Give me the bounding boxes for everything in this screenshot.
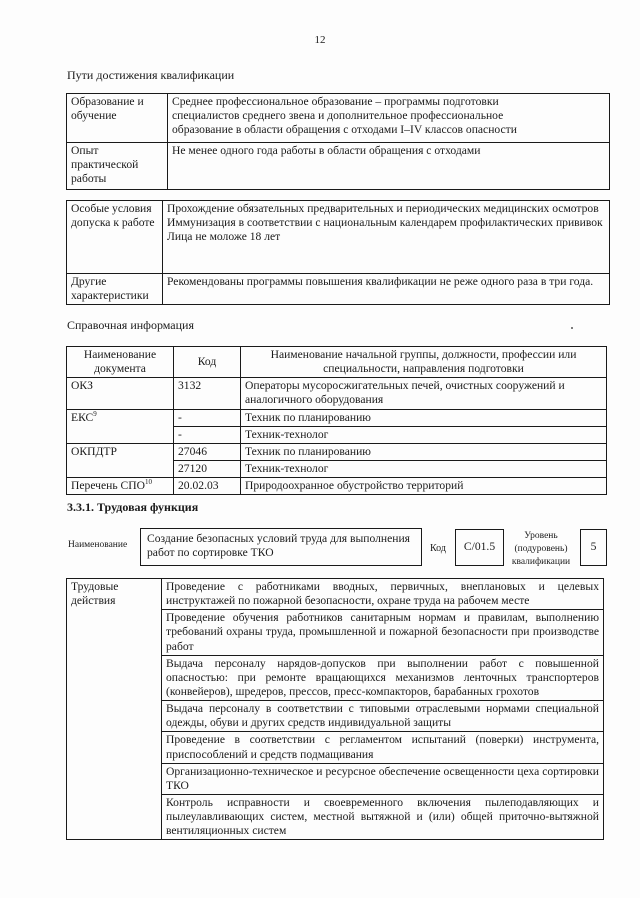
education-value (168, 94, 610, 143)
code-cell: - (174, 426, 241, 443)
education-line: специалистов среднего звена и дополнительное профессиональное (172, 109, 504, 123)
footnote-ref: 10 (145, 478, 153, 487)
doc-cell: ОКЗ (67, 378, 174, 409)
page-number: 12 (314, 34, 326, 46)
table-row (67, 409, 607, 426)
labor-function-heading: 3.3.1. Трудовая функция (67, 500, 199, 514)
level-label: Уровень (подуровень) квалификации (511, 531, 571, 567)
qualification-paths-table (66, 93, 610, 190)
code-label: Код (430, 543, 446, 554)
table-header-row (67, 347, 607, 378)
other-characteristics-label: Другие характеристики (67, 274, 163, 305)
labor-actions-label: Трудовые действия (67, 579, 162, 840)
education-label: Образование и обучение (67, 94, 168, 143)
footnote-ref: 9 (93, 409, 97, 418)
name-cell: Операторы мусоросжигательных печей, очистных сооружений и аналогичного оборудования (241, 378, 607, 409)
labor-action-item: Организационно-техническое и ресурсное обеспечение освещенности цеха сортировки ТКО (162, 763, 604, 794)
labor-action-item: Проведение обучения работников санитарным нормам и правилам, выполнению требований охраны труда, промышленной и пожарной безопасности при производстве работ (162, 610, 604, 655)
scan-speck (571, 327, 573, 329)
labor-action-item: Контроль исправности и своевременного включения пылеподавляющих и пылеулавливающих систем, местной вытяжной и (или) общей приточно-вытяжной вентиляционных систем (162, 794, 604, 839)
function-name-value: Создание безопасных условий труда для выполнения работ по сортировке ТКО (147, 532, 410, 560)
reference-info-heading: Справочная информация (67, 318, 194, 332)
experience-label: Опыт практической работы (67, 143, 168, 190)
labor-action-item: Выдача персоналу в соответствии с типовыми отраслевыми нормами специальной одежды, обуви и других средств индивидуальной защиты (162, 701, 604, 732)
experience-value: Не менее одного года работы в области обращения с отходами (168, 143, 610, 190)
doc-text: Перечень СПО (71, 479, 146, 493)
code-cell: 3132 (174, 378, 241, 409)
table-row (67, 378, 607, 409)
doc-cell: ОКПДТР (67, 443, 174, 477)
labor-action-item: Проведение с работниками вводных, первичных, внеплановых и целевых инструктажей по пожарной безопасности, охране труда на рабочем месте (162, 579, 604, 610)
special-conditions-table (66, 200, 610, 305)
header-code: Код (174, 347, 241, 378)
code-cell: 27120 (174, 460, 241, 477)
qualification-paths-heading: Пути достижения квалификации (67, 68, 235, 82)
name-label: Наименование (68, 540, 128, 550)
name-cell: Техник по планированию (241, 443, 607, 460)
name-cell: Техник-технолог (241, 460, 607, 477)
name-cell: Техник по планированию (241, 409, 607, 426)
code-cell: 20.02.03 (174, 478, 241, 495)
condition-line: Иммунизация в соответствии с национальным календарем профилактических прививок (167, 216, 603, 230)
qualification-level-value: 5 (590, 540, 597, 553)
table-row (67, 478, 607, 495)
table-row (67, 579, 604, 610)
table-row (67, 94, 610, 143)
doc-cell (67, 409, 174, 443)
education-line: образование в области обращения с отходами I–IV классов опасности (172, 123, 517, 137)
labor-action-item: Выдача персоналу нарядов-допусков при выполнении работ с повышенной опасностью: при ремонте вращающихся механизмов ленточных транспортеров (конвейеров), шредеров, прессов, пресс-компакторов, барабанных грохотов (162, 655, 604, 700)
qualification-level-box (580, 529, 607, 566)
doc-cell (67, 478, 174, 495)
labor-actions-table (66, 578, 604, 840)
reference-info-table (66, 346, 607, 495)
code-cell: - (174, 409, 241, 426)
condition-line: Лица не моложе 18 лет (167, 230, 281, 244)
other-characteristics-value: Рекомендованы программы повышения квалификации не реже одного раза в три года. (163, 274, 610, 305)
header-name: Наименование начальной группы, должности, профессии или специальности, направления подготовки (241, 347, 607, 378)
function-code-box (455, 529, 504, 566)
table-row (67, 143, 610, 190)
table-row (67, 201, 610, 274)
function-name-box (140, 528, 422, 566)
table-row (67, 443, 607, 460)
doc-text: ЕКС (71, 410, 94, 424)
code-cell: 27046 (174, 443, 241, 460)
table-row (67, 274, 610, 305)
labor-action-item: Проведение в соответствии с регламентом испытаний (поверки) инструмента, приспособлений и средств подмащивания (162, 732, 604, 763)
condition-line: Прохождение обязательных предварительных и периодических медицинских осмотров (167, 202, 599, 215)
function-code-value: С/01.5 (463, 540, 496, 553)
header-document: Наименование документа (67, 347, 174, 378)
name-cell: Техник-технолог (241, 426, 607, 443)
admission-conditions-value (163, 201, 610, 274)
admission-conditions-label: Особые условия допуска к работе (67, 201, 163, 274)
name-cell: Природоохранное обустройство территорий (241, 478, 607, 495)
education-line: Среднее профессиональное образование – программы подготовки (172, 95, 499, 108)
